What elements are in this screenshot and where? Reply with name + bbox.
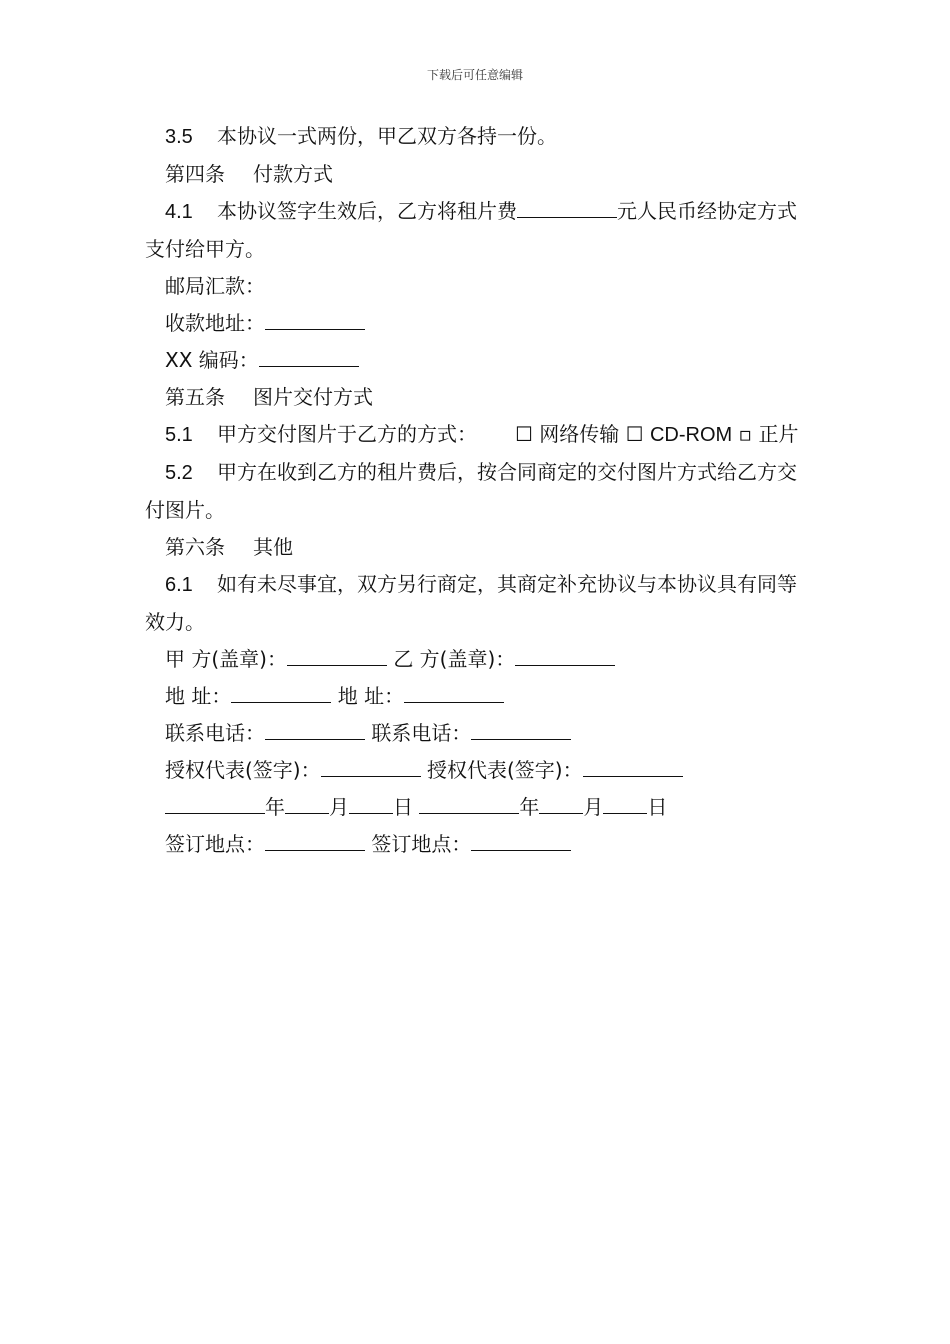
document-body <box>145 118 807 863</box>
phone-b-blank <box>471 721 571 740</box>
phone-b-label: 联系电话： <box>371 721 472 745</box>
checkbox-positive: ▫ <box>738 422 753 446</box>
article-name: 图片交付方式 <box>253 385 373 409</box>
option-positive: 正片 <box>758 422 799 446</box>
month-b-blank <box>539 795 583 814</box>
article-name: 付款方式 <box>253 162 333 186</box>
address-row <box>145 678 807 715</box>
day-b-blank <box>603 795 647 814</box>
clause-text: 甲方在收到乙方的租片费后，按合同商定的交付图片方式给乙方交付图片。 <box>145 460 797 522</box>
date-row <box>145 789 807 826</box>
year-b-blank <box>419 795 519 814</box>
clause-text-b: 元人民币经协定方式支付给甲方。 <box>145 199 797 261</box>
article-name: 其他 <box>253 535 293 559</box>
phone-row <box>145 715 807 752</box>
clause-text-a: 本协议签字生效后，乙方将租片费 <box>217 199 517 223</box>
rep-b-label: 授权代表(签字)： <box>426 758 583 782</box>
checkbox-network: ☐ <box>515 422 533 446</box>
party-a-blank <box>287 647 387 666</box>
receipt-address-row <box>145 305 807 342</box>
place-b-blank <box>471 832 571 851</box>
clause-number: 5.1 <box>165 424 193 446</box>
address-b-label: 地 址： <box>337 684 405 708</box>
checkbox-cdrom: ☐ <box>625 422 644 446</box>
clause-text: 本协议一式两份，甲乙双方各持一份。 <box>217 124 557 148</box>
clause-4-1 <box>145 193 807 268</box>
party-seal-row <box>145 641 807 678</box>
place-a-blank <box>265 832 365 851</box>
clause-number: 5.2 <box>165 462 193 484</box>
year-a-label: 年 <box>265 795 285 819</box>
party-a-label: 甲 方(盖章)： <box>165 647 287 671</box>
day-a-label: 日 <box>393 795 413 819</box>
rep-a-blank <box>321 758 421 777</box>
article-title: 第六条 <box>165 535 225 559</box>
postal-code-row <box>145 342 807 379</box>
party-b-label: 乙 方(盖章)： <box>393 647 516 671</box>
signing-place-row <box>145 826 807 863</box>
month-a-label: 月 <box>329 795 349 819</box>
phone-a-label: 联系电话： <box>165 721 265 745</box>
page-header: 下载后可任意编辑 <box>426 68 523 82</box>
clause-5-2 <box>145 454 807 529</box>
postal-code-blank <box>259 348 359 367</box>
postal-remit: 邮局汇款： <box>165 274 265 298</box>
clause-6-1 <box>145 566 807 641</box>
clause-3-5 <box>145 118 807 156</box>
receipt-address-blank <box>265 311 365 330</box>
clause-number: 4.1 <box>165 201 193 223</box>
address-a-label: 地 址： <box>165 684 232 708</box>
party-b-blank <box>515 647 615 666</box>
clause-text: 如有未尽事宜，双方另行商定，其商定补充协议与本协议具有同等效力。 <box>145 572 797 634</box>
day-b-label: 日 <box>647 795 668 819</box>
month-a-blank <box>285 795 329 814</box>
phone-a-blank <box>265 721 365 740</box>
receipt-address-label: 收款地址： <box>165 311 265 335</box>
rep-a-label: 授权代表(签字)： <box>165 758 321 782</box>
article-5-heading <box>145 379 807 416</box>
rep-b-blank <box>583 758 683 777</box>
article-4-heading <box>145 156 807 193</box>
day-a-blank <box>349 795 393 814</box>
place-a-label: 签订地点： <box>165 832 265 856</box>
month-b-label: 月 <box>583 795 604 819</box>
representative-row <box>145 752 807 789</box>
postal-code-label: XX 编码： <box>165 348 259 372</box>
article-title: 第四条 <box>165 162 225 186</box>
article-title: 第五条 <box>165 385 225 409</box>
option-network: 网络传输 <box>539 422 620 446</box>
clause-text: 甲方交付图片于乙方的方式： <box>217 422 477 446</box>
clause-number: 6.1 <box>165 574 193 596</box>
year-a-blank <box>165 795 265 814</box>
address-a-blank <box>231 684 331 703</box>
clause-5-1 <box>145 416 807 454</box>
address-b-blank <box>404 684 504 703</box>
clause-number: 3.5 <box>165 126 193 148</box>
option-cdrom: CD-ROM <box>649 424 733 446</box>
article-6-heading <box>145 529 807 566</box>
fee-blank <box>517 199 617 218</box>
year-b-label: 年 <box>519 795 540 819</box>
place-b-label: 签订地点： <box>371 832 472 856</box>
